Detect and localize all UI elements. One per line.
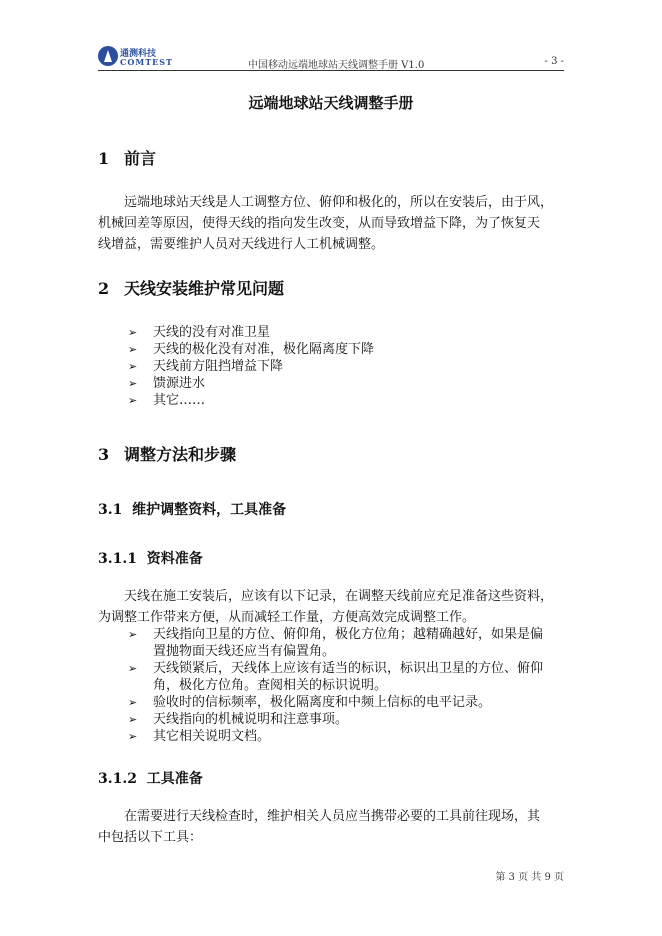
list-item-text: 天线指向的机械说明和注意事项。 [153, 712, 349, 727]
section-number: 2 [98, 279, 110, 298]
section-title: 维护调整资料，工具准备 [132, 502, 287, 518]
document-title: 远端地球站天线调整手册 [248, 94, 414, 112]
list-item-text: 天线指向卫星的方位、俯仰角，极化方位角；越精确越好，如果是偏 [153, 627, 544, 642]
list-item [128, 392, 564, 409]
section-3-1-2-heading [98, 768, 203, 788]
arrow-bullet-icon: ➢ [128, 394, 138, 407]
paragraph-line: 远端地球站天线是人工调整方位、俯仰和极化的，所以在安装后，由于风， [98, 195, 554, 210]
section-3-1-1-heading [98, 548, 203, 568]
section-title: 资料准备 [146, 551, 203, 567]
list-item-text: 角，极化方位角。查阅相关的标识说明。 [153, 678, 388, 693]
paragraph-line: 中包括以下工具： [98, 830, 203, 845]
section-3-heading [98, 442, 236, 465]
list-item [128, 358, 564, 375]
list-item [128, 694, 564, 711]
section-number: 1 [98, 149, 110, 168]
paragraph-line: 为调整工作带来方便，从而减轻工作量，方便高效完成调整工作。 [98, 610, 476, 625]
logo-icon [98, 46, 118, 66]
logo-text-en: COMTEST [120, 57, 173, 67]
section-3-1-2-paragraph [98, 806, 564, 848]
page-header [98, 44, 564, 71]
logo-text-cn: 通测科技 [120, 49, 157, 59]
list-item-text: 天线的极化没有对准，极化隔离度下降 [153, 342, 375, 357]
section-title: 前言 [124, 149, 157, 168]
section-1-paragraph [98, 192, 564, 255]
section-3-1-heading [98, 499, 286, 519]
arrow-bullet-icon: ➢ [128, 696, 138, 709]
list-item [128, 324, 564, 341]
list-item-text: 验收时的信标频率，极化隔离度和中频上信标的电平记录。 [153, 695, 492, 710]
list-item-text: 天线锁紧后，天线体上应该有适当的标识，标识出卫星的方位、俯仰 [153, 661, 544, 676]
list-item [128, 660, 564, 694]
header-page-marker: - 3 - [544, 56, 564, 67]
company-logo [98, 46, 173, 68]
list-item-text: 馈源进水 [153, 376, 206, 391]
header-doc-title: 中国移动远端地球站天线调整手册 V1.0 [248, 60, 425, 71]
list-item [128, 711, 564, 728]
paragraph-line: 线增益，需要维护人员对天线进行人工机械调整。 [98, 237, 385, 252]
arrow-bullet-icon: ➢ [128, 377, 138, 390]
list-item [128, 341, 564, 358]
list-item-text: 天线前方阻挡增益下降 [153, 359, 284, 374]
materials-list [128, 626, 564, 745]
list-item [128, 728, 564, 745]
section-3-1-1-paragraph [98, 586, 564, 628]
paragraph-line: 天线在施工安装后，应该有以下记录，在调整天线前应充足准备这些资料， [98, 589, 554, 604]
section-title: 调整方法和步骤 [124, 445, 237, 464]
arrow-bullet-icon: ➢ [128, 713, 138, 726]
section-number: 3.1.1 [98, 551, 137, 567]
list-item-text: 置抛物面天线还应当有偏置角。 [153, 644, 336, 659]
section-title: 天线安装维护常见问题 [124, 279, 285, 298]
paragraph-line: 机械回差等原因，使得天线的指向发生改变，从而导致增益下降，为了恢复天 [98, 216, 541, 231]
section-number: 3 [98, 445, 110, 464]
section-1-heading [98, 146, 156, 169]
paragraph-line: 在需要进行天线检查时，维护相关人员应当携带必要的工具前往现场，其 [98, 809, 541, 824]
list-item-text: 其它…… [153, 393, 206, 408]
section-number: 3.1 [98, 502, 123, 518]
page-footer: 第 3 页 共 9 页 [495, 872, 564, 883]
arrow-bullet-icon: ➢ [128, 343, 138, 356]
list-item-text: 天线的没有对准卫星 [153, 325, 271, 340]
list-item [128, 375, 564, 392]
common-issues-list [128, 324, 564, 409]
arrow-bullet-icon: ➢ [128, 628, 138, 641]
section-number: 3.1.2 [98, 771, 137, 787]
arrow-bullet-icon: ➢ [128, 662, 138, 675]
list-item [128, 626, 564, 660]
arrow-bullet-icon: ➢ [128, 730, 138, 743]
section-2-heading [98, 276, 284, 299]
arrow-bullet-icon: ➢ [128, 326, 138, 339]
section-title: 工具准备 [146, 771, 203, 787]
arrow-bullet-icon: ➢ [128, 360, 138, 373]
list-item-text: 其它相关说明文档。 [153, 729, 271, 744]
